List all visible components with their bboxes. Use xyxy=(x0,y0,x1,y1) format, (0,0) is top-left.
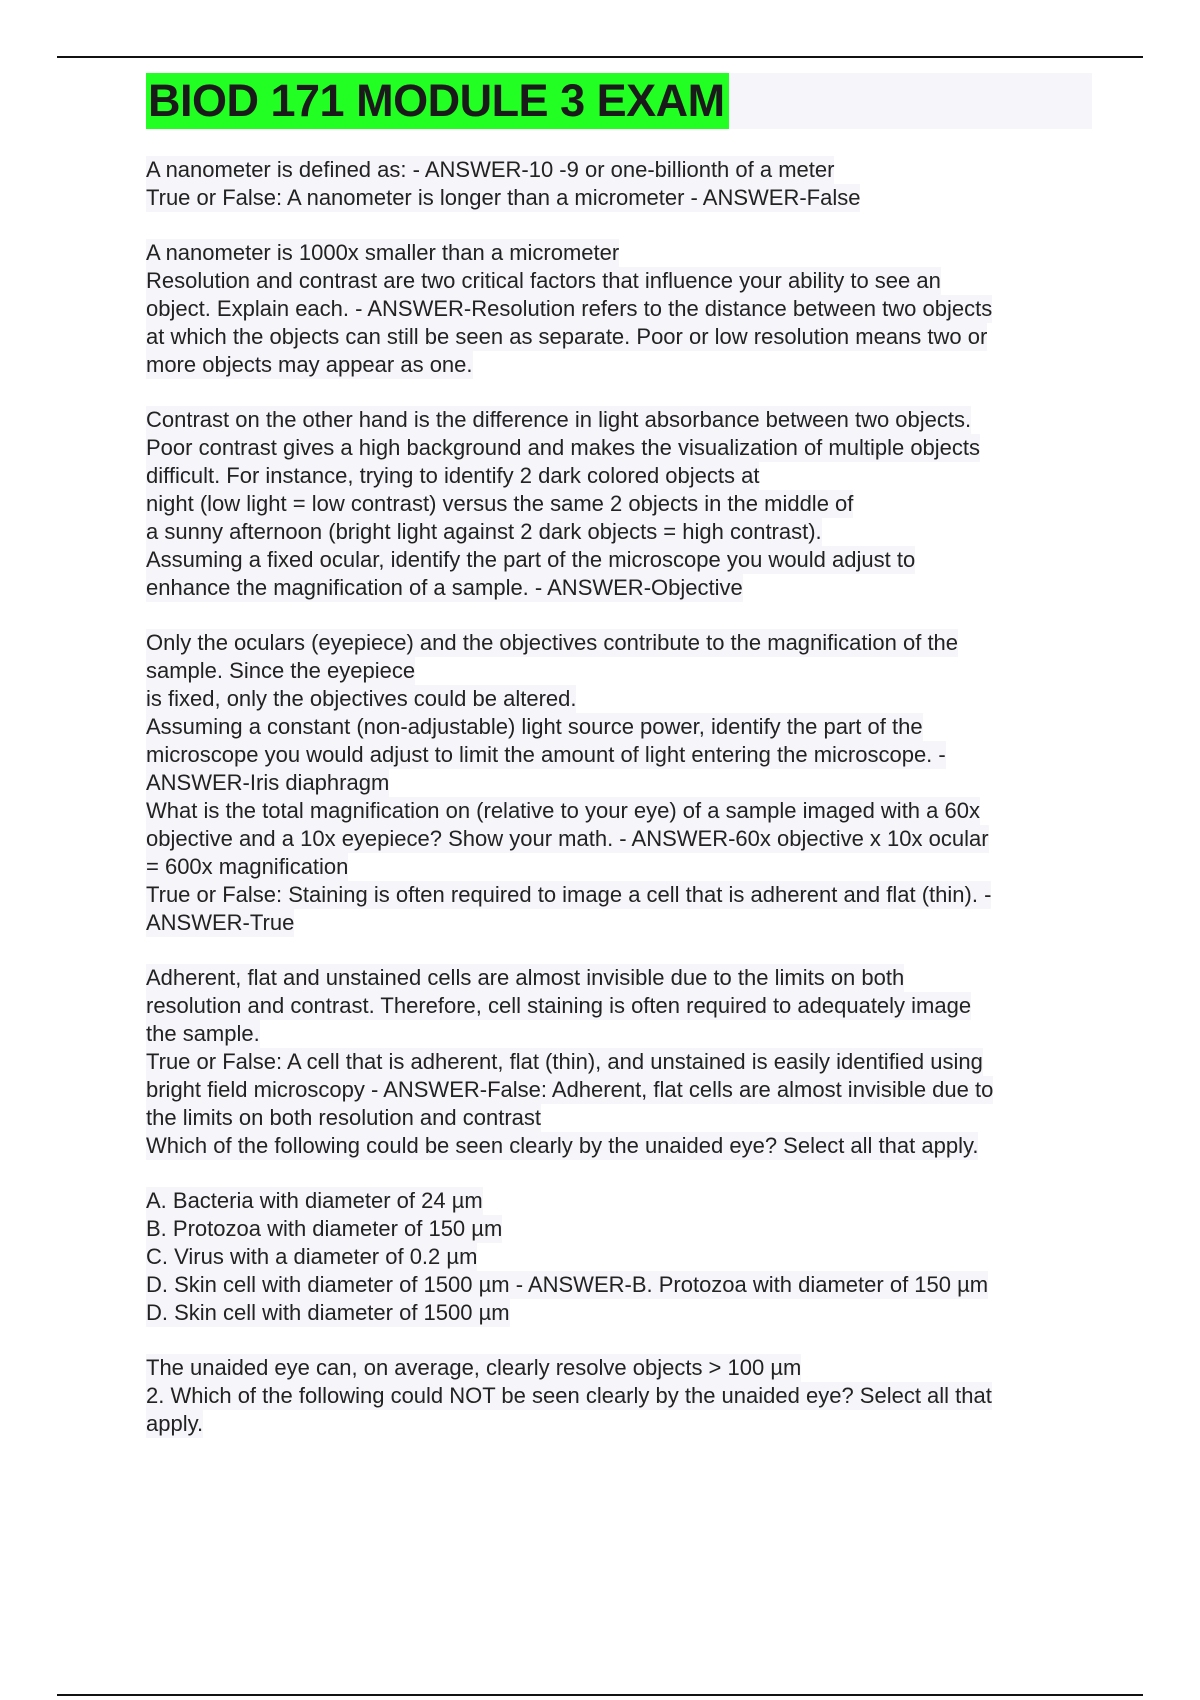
text-line: = 600x magnification xyxy=(146,854,349,879)
answer-option: C. Virus with a diameter of 0.2 µm xyxy=(146,1244,478,1269)
text-line: microscope you would adjust to limit the amount of light entering the microscope. - xyxy=(146,742,946,767)
text-line: enhance the magnification of a sample. - ANSWER-Objective xyxy=(146,575,743,600)
text-line: True or False: A cell that is adherent, flat (thin), and unstained is easily identified using xyxy=(146,1049,983,1074)
text-line: Resolution and contrast are two critical factors that influence your ability to see an xyxy=(146,268,941,293)
text-line: Assuming a fixed ocular, identify the part of the microscope you would adjust to xyxy=(146,547,916,572)
paragraph-gap xyxy=(146,379,1092,406)
text-line: apply. xyxy=(146,1411,204,1436)
page-title: BIOD 171 MODULE 3 EXAM xyxy=(146,73,729,129)
paragraph-gap xyxy=(146,602,1092,629)
answer-option: B. Protozoa with diameter of 150 µm xyxy=(146,1216,503,1241)
text-line: True or False: A nanometer is longer than a micrometer - ANSWER-False xyxy=(146,185,861,210)
text-line: object. Explain each. - ANSWER-Resolution refers to the distance between two objects xyxy=(146,296,993,321)
text-line: the limits on both resolution and contrast xyxy=(146,1105,542,1130)
text-line: difficult. For instance, trying to identify 2 dark colored objects at xyxy=(146,463,760,488)
text-line: objective and a 10x eyepiece? Show your math. - ANSWER-60x objective x 10x ocular xyxy=(146,826,989,851)
document-body xyxy=(146,156,1092,1438)
text-line: A nanometer is defined as: - ANSWER-10 -9 or one-billionth of a meter xyxy=(146,157,835,182)
top-rule xyxy=(57,56,1143,58)
answer-option: D. Skin cell with diameter of 1500 µm - ANSWER-B. Protozoa with diameter of 150 µm xyxy=(146,1272,989,1297)
answer-option: A. Bacteria with diameter of 24 µm xyxy=(146,1188,483,1213)
text-line: sample. Since the eyepiece xyxy=(146,658,416,683)
paragraph-gap xyxy=(146,1327,1092,1354)
text-line: a sunny afternoon (bright light against 2 dark objects = high contrast). xyxy=(146,519,822,544)
paragraph-gap xyxy=(146,937,1092,964)
text-line: ANSWER-Iris diaphragm xyxy=(146,770,390,795)
text-line: at which the objects can still be seen as separate. Poor or low resolution means two or xyxy=(146,324,988,349)
text-line: Only the oculars (eyepiece) and the objectives contribute to the magnification of the xyxy=(146,630,959,655)
paragraph-gap xyxy=(146,212,1092,239)
text-line: The unaided eye can, on average, clearly resolve objects > 100 µm xyxy=(146,1355,802,1380)
text-line: the sample. xyxy=(146,1021,260,1046)
text-line: 2. Which of the following could NOT be seen clearly by the unaided eye? Select all that xyxy=(146,1383,992,1408)
text-line: bright field microscopy - ANSWER-False: Adherent, flat cells are almost invisible due to xyxy=(146,1077,994,1102)
bottom-rule xyxy=(57,1694,1143,1696)
text-line: True or False: Staining is often required to image a cell that is adherent and flat (thin). - xyxy=(146,882,992,907)
text-line: ANSWER-True xyxy=(146,910,295,935)
answer-option: D. Skin cell with diameter of 1500 µm xyxy=(146,1300,510,1325)
text-line: night (low light = low contrast) versus the same 2 objects in the middle of xyxy=(146,491,854,516)
text-line: resolution and contrast. Therefore, cell staining is often required to adequately image xyxy=(146,993,972,1018)
text-line: Contrast on the other hand is the difference in light absorbance between two objects. xyxy=(146,407,972,432)
text-line: is fixed, only the objectives could be altered. xyxy=(146,686,577,711)
text-line: Which of the following could be seen clearly by the unaided eye? Select all that apply. xyxy=(146,1133,979,1158)
paragraph-gap xyxy=(146,1160,1092,1187)
text-line: What is the total magnification on (relative to your eye) of a sample imaged with a 60x xyxy=(146,798,980,823)
text-line: A nanometer is 1000x smaller than a micrometer xyxy=(146,240,620,265)
text-line: Poor contrast gives a high background and makes the visualization of multiple objects xyxy=(146,435,981,460)
text-line: more objects may appear as one. xyxy=(146,352,473,377)
text-line: Adherent, flat and unstained cells are almost invisible due to the limits on both xyxy=(146,965,905,990)
text-line: Assuming a constant (non-adjustable) light source power, identify the part of the xyxy=(146,714,923,739)
